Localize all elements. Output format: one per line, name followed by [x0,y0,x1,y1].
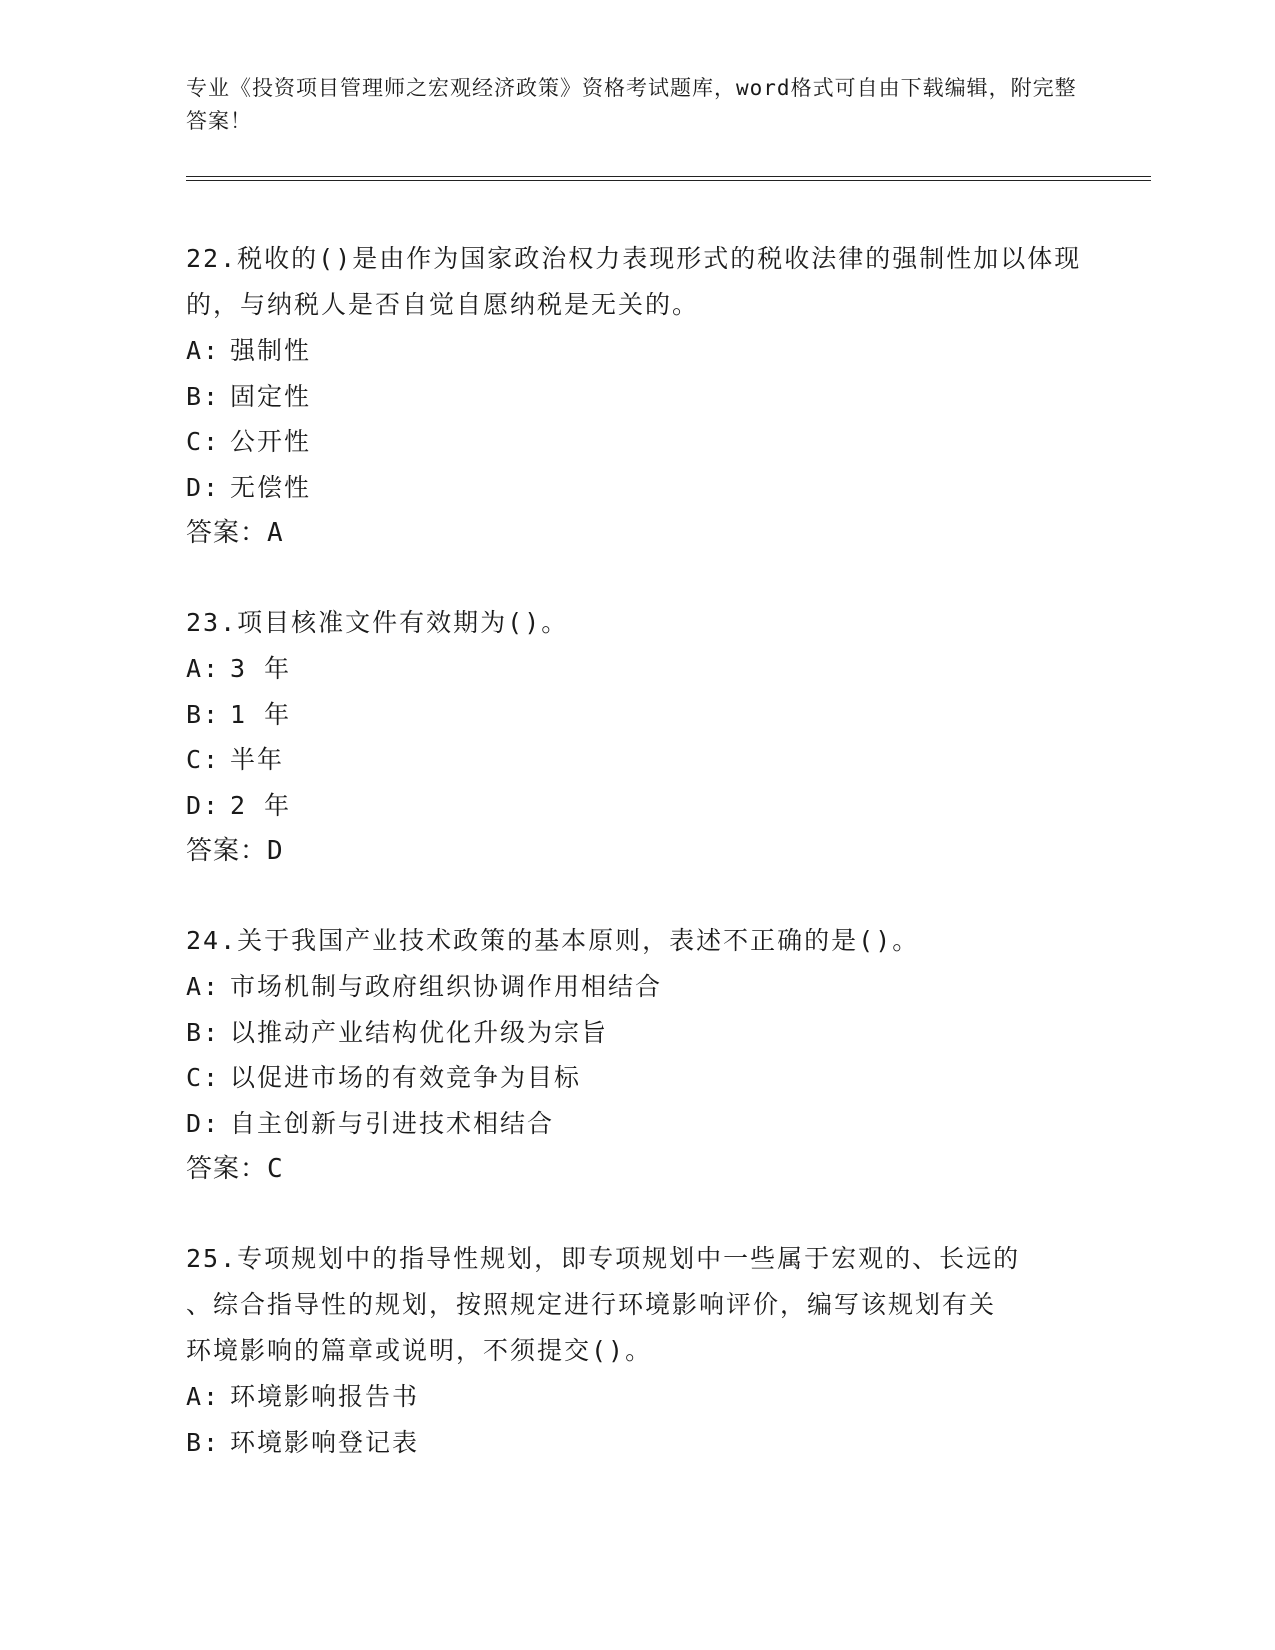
option-b [186,692,1086,738]
option-text: 3 年 [230,654,292,683]
option-a [186,964,1086,1010]
option-text: 自主创新与引进技术相结合 [230,1108,555,1138]
option-key: C: [186,745,221,774]
question-24 [186,918,1086,1192]
question-stem-line: 25.专项规划中的指导性规划，即专项规划中一些属于宏观的、长远的 [186,1244,1021,1273]
option-key: B: [186,381,221,411]
option-text: 半年 [230,745,285,774]
option-text: 2 年 [230,790,292,820]
option-key: B: [186,1017,221,1047]
question-22 [186,236,1086,556]
option-b [186,1420,1086,1466]
option-key: D: [186,472,221,502]
option-text: 以推动产业结构优化升级为宗旨 [230,1017,609,1047]
option-c [186,419,1086,465]
question-stem-line: 环境影响的篇章或说明，不须提交()。 [186,1336,653,1365]
answer-label: 答案： [186,518,268,548]
answer-value: A [267,518,284,548]
option-key: B: [186,699,221,729]
option-text: 1 年 [230,699,292,729]
answer-line [186,1146,1086,1192]
question-stem: 23.项目核准文件有效期为()。 [186,608,569,637]
answer-value: D [267,836,284,866]
question-25 [186,1236,1086,1465]
question-23 [186,600,1086,874]
question-stem: 24.关于我国产业技术政策的基本原则，表述不正确的是()。 [186,926,920,955]
answer-value: C [267,1154,284,1184]
option-a [186,328,1086,374]
answer-line [186,828,1086,874]
option-d [186,465,1086,511]
option-key: A: [186,654,221,683]
question-stem-line: 、综合指导性的规划，按照规定进行环境影响评价，编写该规划有关 [186,1290,997,1319]
option-key: A: [186,972,221,1001]
question-stem: 22.税收的()是由作为国家政治权力表现形式的税收法律的强制性加以体现的，与纳税人是否自觉自愿纳税是无关的。 [186,244,1082,319]
header-divider [186,176,1151,181]
option-c [186,737,1086,783]
question-list [186,236,1086,1509]
option-text: 以促进市场的有效竞争为目标 [230,1063,582,1092]
option-d [186,1101,1086,1147]
option-d [186,783,1086,829]
option-key: C: [186,427,221,456]
option-a [186,1374,1086,1420]
answer-label: 答案： [186,836,268,866]
option-text: 环境影响报告书 [230,1382,420,1411]
option-text: 市场机制与政府组织协调作用相结合 [230,972,663,1001]
option-key: A: [186,336,221,365]
document-header: 专业《投资项目管理师之宏观经济政策》资格考试题库，word格式可自由下载编辑，附完整答案！ [186,76,1077,133]
option-text: 固定性 [230,381,312,411]
option-text: 公开性 [230,427,312,456]
option-key: D: [186,790,221,820]
option-text: 无偿性 [230,472,312,502]
answer-label: 答案： [186,1154,268,1184]
option-key: D: [186,1108,221,1138]
option-text: 环境影响登记表 [230,1427,420,1457]
option-a [186,646,1086,692]
option-b [186,1010,1086,1056]
option-key: A: [186,1382,221,1411]
option-c [186,1055,1086,1101]
answer-line [186,510,1086,556]
option-text: 强制性 [230,336,312,365]
option-key: C: [186,1063,221,1092]
option-b [186,374,1086,420]
option-key: B: [186,1427,221,1457]
